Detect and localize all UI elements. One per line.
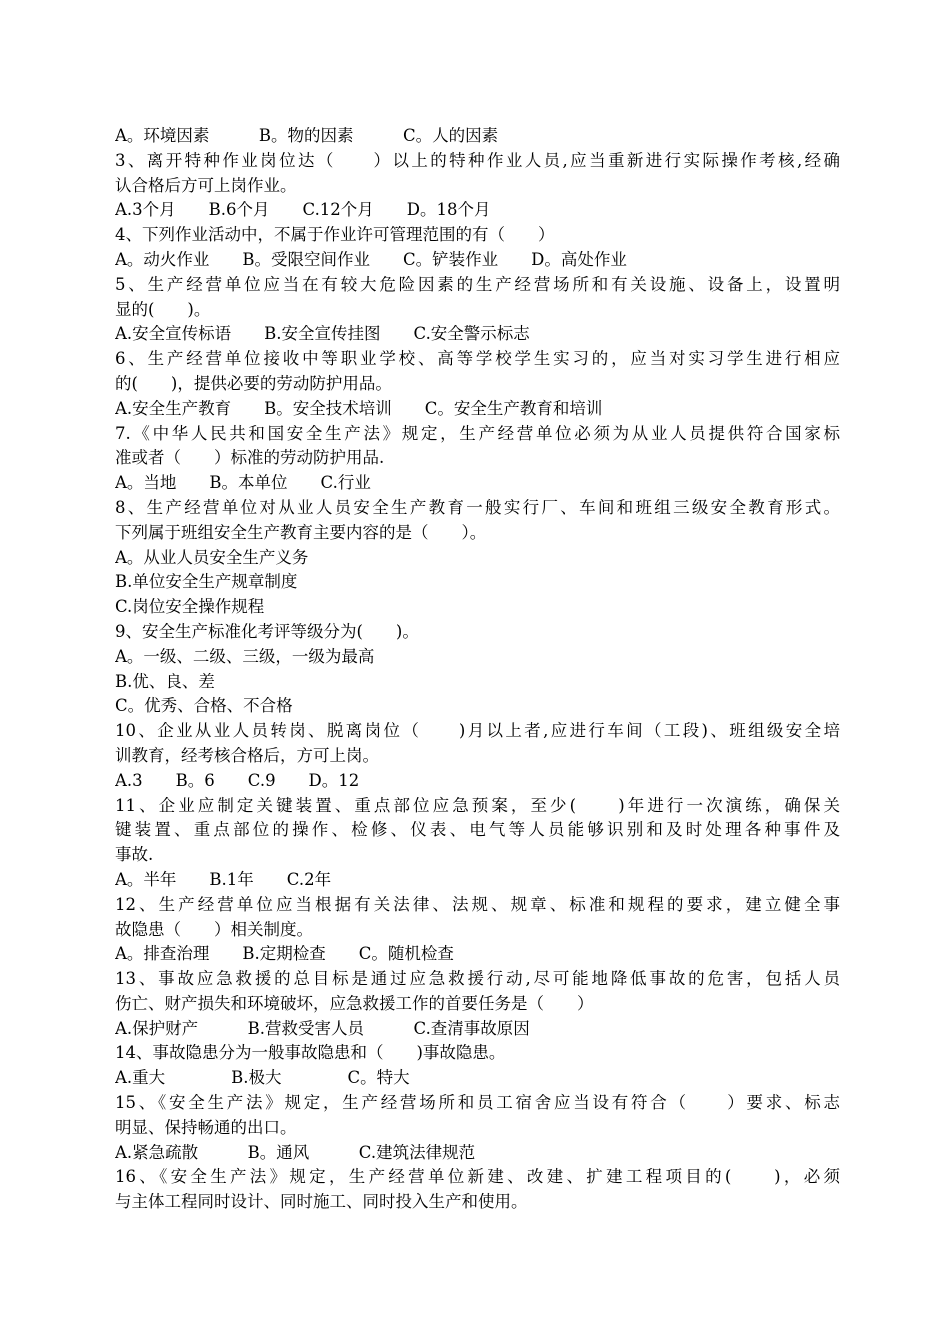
text-line: 4、下列作业活动中，不属于作业许可管理范围的有（ ） <box>115 225 555 245</box>
text-line: 3、离开特种作业岗位达（ ）以上的特种作业人员,应当重新进行实际操作考核,经确 <box>115 150 840 170</box>
text-line: A.3 B。6 C.9 D。12 <box>115 770 360 790</box>
text-line: A。动火作业 B。受限空间作业 C。铲装作业 D。高处作业 <box>115 249 627 269</box>
text-line: 事故. <box>115 845 154 865</box>
text-line: 训教育，经考核合格后，方可上岗。 <box>115 745 379 765</box>
text-line: 10、企业从业人员转岗、脱离岗位（ )月以上者,应进行车间（工段)、班组级安全培 <box>115 721 840 741</box>
text-line: 键装置、重点部位的操作、检修、仪表、电气等人员能够识别和及时处理各种事件及 <box>115 820 840 840</box>
text-line: C。优秀、合格、不合格 <box>115 696 293 716</box>
text-line: 明显、保持畅通的出口。 <box>115 1117 297 1137</box>
text-line: B.单位安全生产规章制度 <box>115 572 298 592</box>
text-line: C.岗位安全操作规程 <box>115 597 265 617</box>
text-line: 的( )，提供必要的劳动防护用品。 <box>115 373 392 393</box>
text-line: 6、生产经营单位接收中等职业学校、高等学校学生实习的，应当对实习学生进行相应 <box>115 349 840 369</box>
text-line: 12、生产经营单位应当根据有关法律、法规、规章、标准和规程的要求，建立健全事 <box>115 894 840 914</box>
text-line: A。当地 B。本单位 C.行业 <box>115 473 371 493</box>
text-line: 15、《安全生产法》规定，生产经营场所和员工宿舍应当设有符合（ ）要求、标志 <box>115 1093 840 1113</box>
text-line: A。排查治理 B.定期检查 C。随机检查 <box>115 944 454 964</box>
text-line: 与主体工程同时设计、同时施工、同时投入生产和使用。 <box>115 1192 528 1212</box>
text-line: 认合格后方可上岗作业。 <box>115 175 297 195</box>
text-line: A。从业人员安全生产义务 <box>115 547 309 567</box>
text-line: 下列属于班组安全生产教育主要内容的是（ ）。 <box>115 522 487 542</box>
text-line: 11、企业应制定关键装置、重点部位应急预案，至少( )年进行一次演练，确保关 <box>115 795 840 815</box>
text-line: A.保护财产 B.营救受害人员 C.查清事故原因 <box>115 1018 530 1038</box>
text-line: A.安全生产教育 B。安全技术培训 C。安全生产教育和培训 <box>115 398 603 418</box>
text-line: 9、安全生产标准化考评等级分为( )。 <box>115 621 419 641</box>
text-line: 8、生产经营单位对从业人员安全生产教育一般实行厂、车间和班组三级安全教育形式。 <box>115 497 840 517</box>
text-line: 显的( )。 <box>115 299 211 319</box>
text-line: B.优、良、差 <box>115 671 215 691</box>
text-line: 7.《中华人民共和国安全生产法》规定，生产经营单位必须为从业人员提供符合国家标 <box>115 423 840 443</box>
text-line: A.紧急疏散 B。通风 C.建筑法律规范 <box>115 1142 476 1162</box>
text-line: 13、事故应急救援的总目标是通过应急救援行动,尽可能地降低事故的危害，包括人员 <box>115 969 840 989</box>
text-line: A。一级、二级、三级，一级为最高 <box>115 646 375 666</box>
text-line: A。环境因素 B。物的因素 C。人的因素 <box>115 126 499 145</box>
text-line: A.3个月 B.6个月 C.12个月 D。18个月 <box>115 200 491 220</box>
text-line: 准或者（ ）标准的劳动防护用品. <box>115 448 385 468</box>
text-line: A。半年 B.1年 C.2年 <box>115 869 332 889</box>
text-line: A.安全宣传标语 B.安全宣传挂图 C.安全警示标志 <box>115 324 530 344</box>
text-line: 伤亡、财产损失和环境破坏，应急救援工作的首要任务是（ ） <box>115 993 594 1013</box>
text-line: 5、生产经营单位应当在有较大危险因素的生产经营场所和有关设施、设备上，设置明 <box>115 274 840 294</box>
text-line: 故隐患（ ）相关制度。 <box>115 919 313 939</box>
text-line: A.重大 B.极大 C。特大 <box>115 1068 410 1088</box>
document-body <box>115 124 840 1215</box>
text-line: 14、事故隐患分为一般事故隐患和（ )事故隐患。 <box>115 1043 506 1063</box>
text-line: 16、《安全生产法》规定，生产经营单位新建、改建、扩建工程项目的( )，必须 <box>115 1167 840 1187</box>
